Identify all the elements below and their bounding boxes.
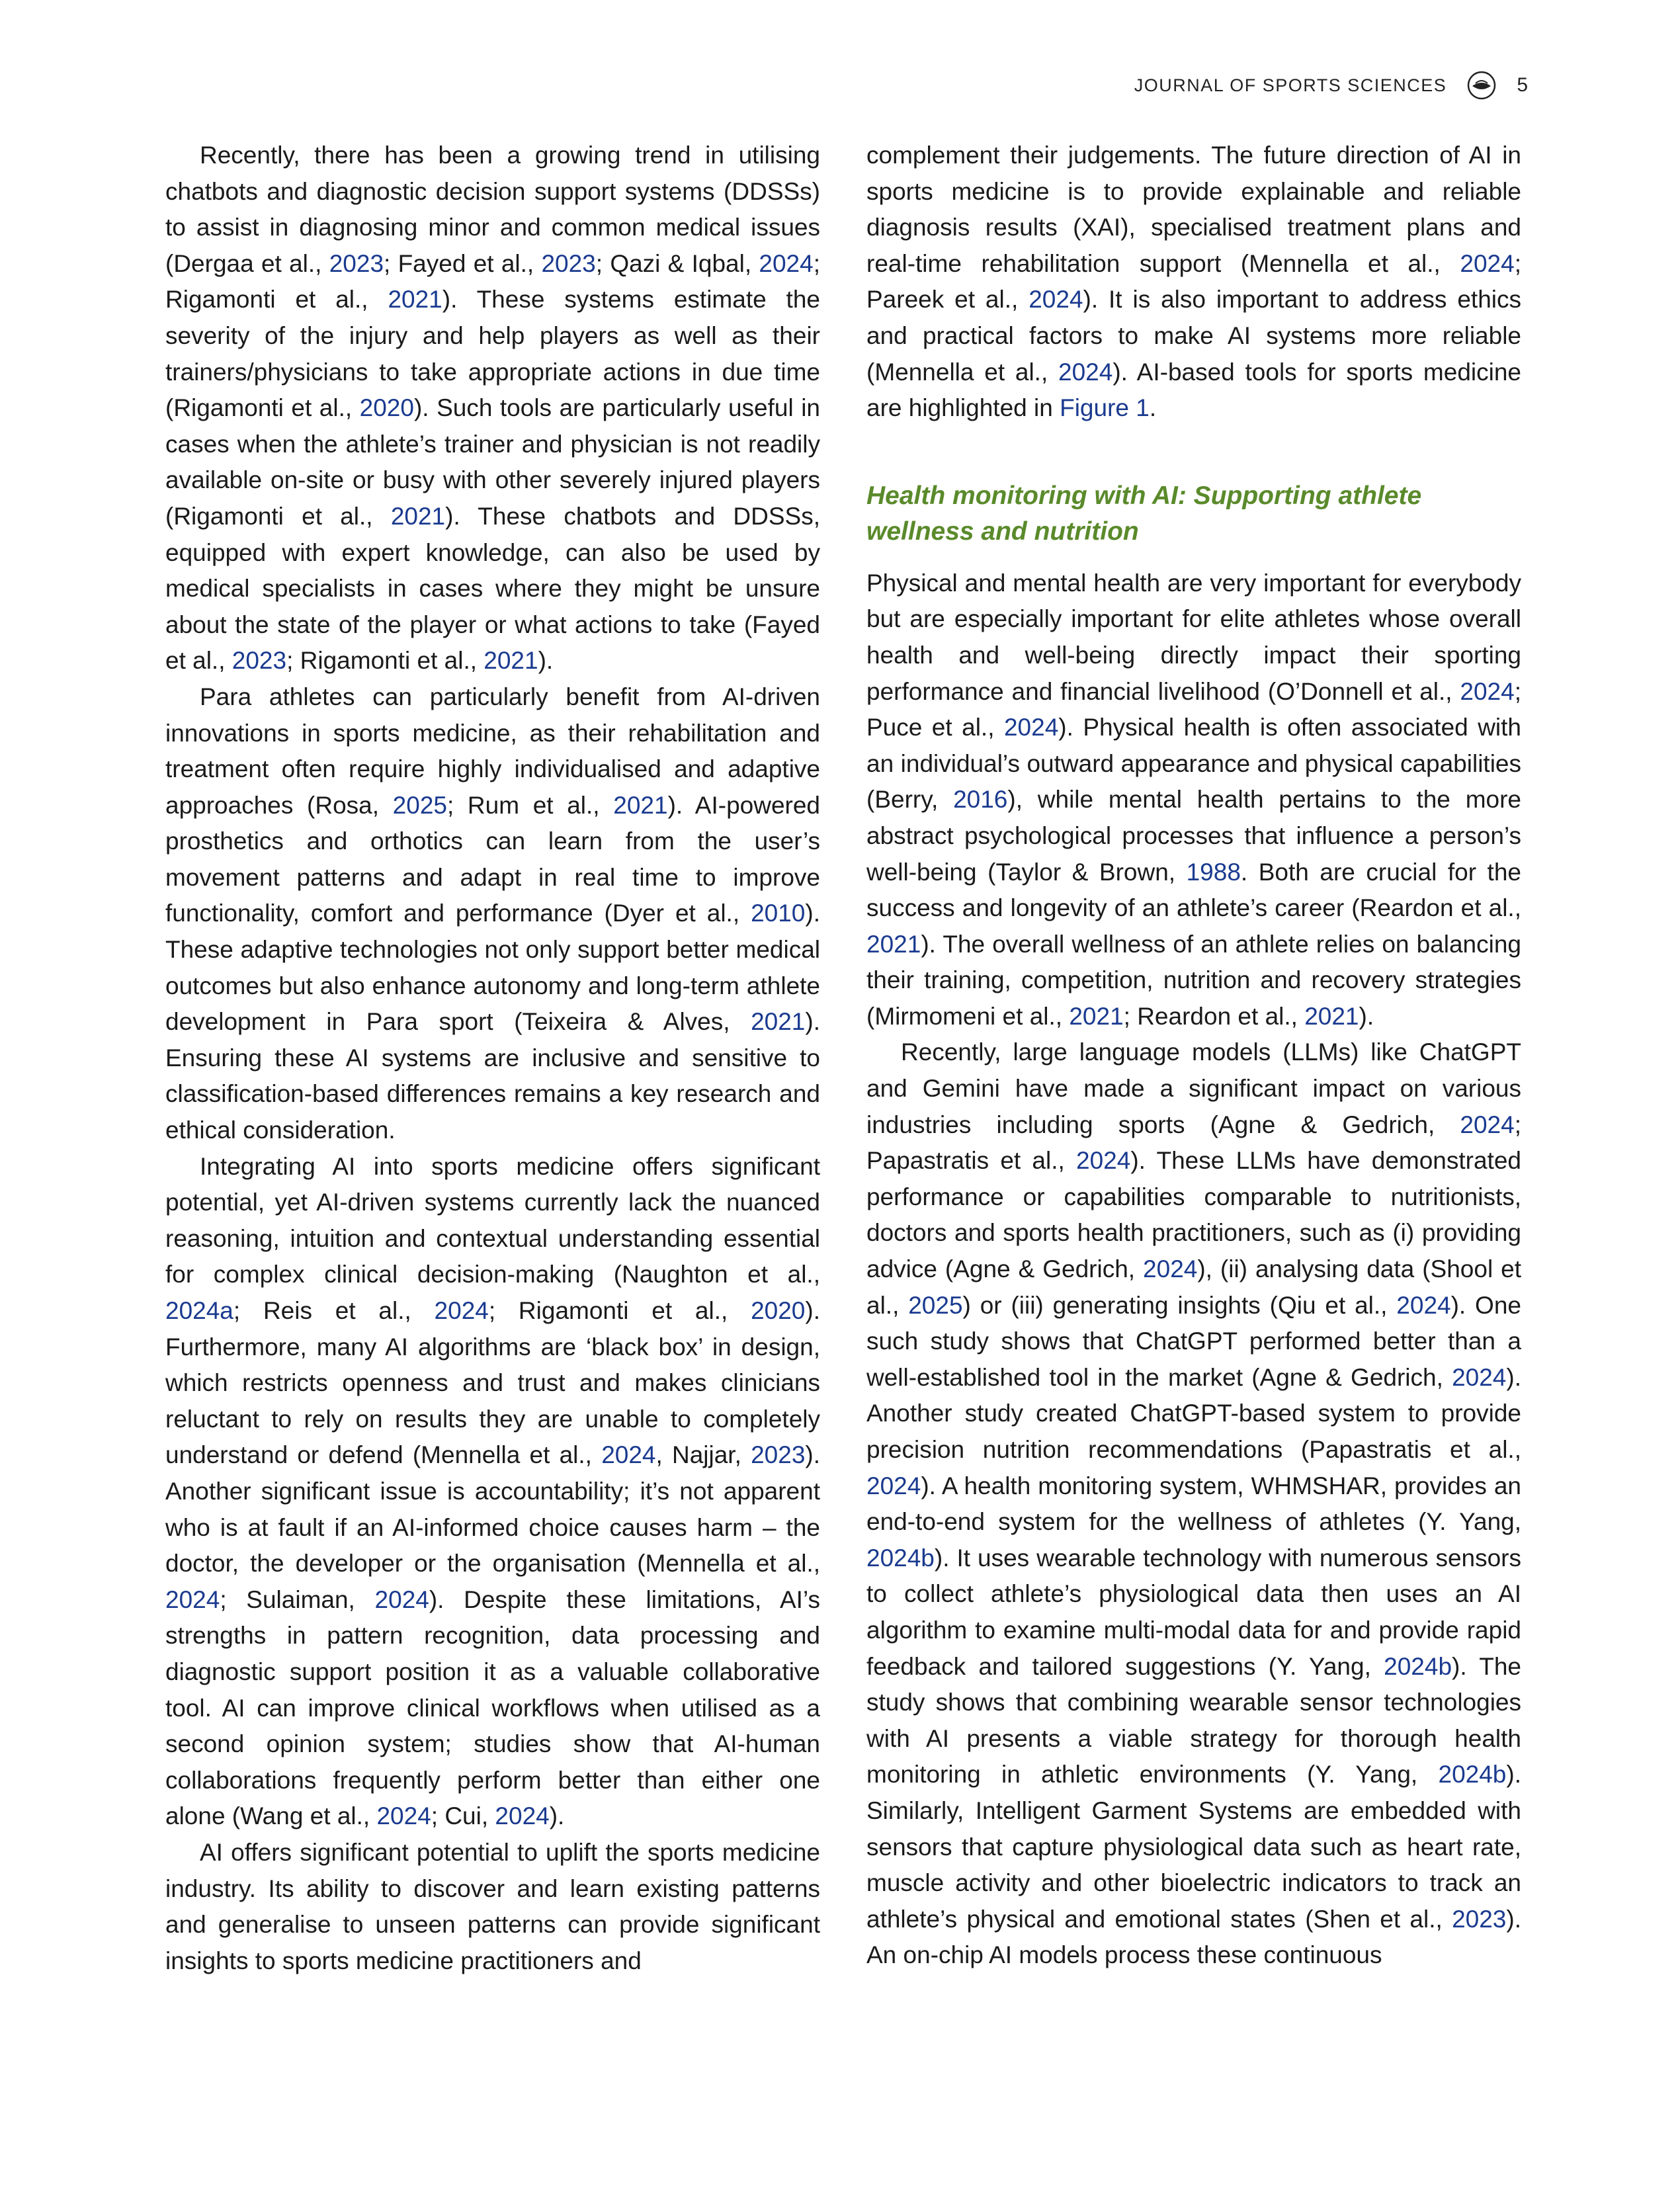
text-run: Recently, there has been a growing trend in utilising chatbots and diagnostic decision support systems (DDSSs) to assist in diagnosing minor and common medical issues (Dergaa et al.,	[165, 142, 820, 277]
text-run: ; Pareek et al.,	[866, 249, 1521, 314]
citation-link[interactable]: 2024b	[1438, 1761, 1507, 1788]
text-run: ) or (iii) generating insights (Qiu et al.,	[962, 1291, 1397, 1319]
citation-link[interactable]: 2016	[953, 786, 1008, 814]
citation-link[interactable]: 2024b	[1384, 1652, 1452, 1680]
text-run: Physical and mental health are very important for everybody but are especially important for elite athletes whose overall health and well-being directly impact their sporting performance and financial livelihood (O’Donnell et al.,	[866, 569, 1521, 705]
citation-link[interactable]: 2021	[613, 791, 668, 819]
citation-link[interactable]: 2020	[751, 1297, 806, 1324]
text-run: complement their judgements. The future direction of AI in sports medicine is to provide explainable and reliable diagnosis results (XAI), specialised treatment plans and real-time rehabilitation support (Mennella et al.,	[866, 142, 1521, 277]
text-run: ). Another significant issue is accountability; it’s not apparent who is at fault if an AI-informed choice causes harm – the doctor, the developer or the organisation (Mennella et al.,	[165, 1441, 821, 1578]
citation-link[interactable]: 2023	[329, 249, 384, 277]
text-run: ). AI-based tools for sports medicine are highlighted in	[866, 358, 1522, 422]
text-run: ; Sulaiman,	[220, 1585, 375, 1613]
text-run: ; Reis et al.,	[233, 1297, 435, 1324]
text-run: ). Despite these limitations, AI’s strengths in pattern recognition, data processing and diagnostic support position it as a valuable collaborative tool. AI can improve clinical workflows when utilised as a second opinion system; studies show that AI-human collaborations frequently perform better than either one alone (Wang et al.,	[165, 1585, 820, 1830]
text-run: ; Rum et al.,	[446, 791, 614, 819]
text-run: ). Another study created ChatGPT-based system to provide precision nutrition recommendations (Papastratis et al.,	[866, 1363, 1521, 1463]
citation-link[interactable]: 2024b	[866, 1544, 935, 1572]
paragraph	[165, 1149, 820, 1835]
citation-link[interactable]: 2024	[374, 1585, 429, 1613]
left-column	[165, 138, 820, 1979]
text-run: ). Ensuring these AI systems are inclusive and sensitive to classification-based differences remains a key research and ethical consideration.	[165, 1008, 820, 1144]
text-run: ; Cui,	[431, 1802, 495, 1830]
text-run: Para athletes can particularly benefit from AI-driven innovations in sports medicine, as their rehabilitation and treatment often require highly individualised and adaptive approaches (Rosa,	[165, 683, 820, 819]
citation-link[interactable]: 2025	[392, 791, 447, 819]
citation-link[interactable]: 2024	[866, 1472, 921, 1499]
citation-link[interactable]: 2023	[541, 249, 596, 277]
text-run: ). It uses wearable technology with numerous sensors to collect athlete’s physiological data then uses an AI algorithm to examine multi-modal data for and provide rapid feedback and tailored suggestions (Y. Yang,	[866, 1544, 1521, 1680]
citation-link[interactable]: 2024	[1460, 1111, 1515, 1138]
figure-link[interactable]: Figure 1	[1060, 394, 1150, 422]
paragraph	[866, 1034, 1521, 1973]
text-run: ). It is also important to address ethics and practical factors to make AI systems more reliable (Mennella et al.,	[866, 286, 1522, 386]
text-run: ).	[538, 647, 554, 675]
citation-link[interactable]: 2025	[908, 1291, 963, 1319]
citation-link[interactable]: 2020	[359, 394, 414, 422]
text-run: ). AI-powered prosthetics and orthotics can learn from the user’s movement patterns and adapt in real time to improve functionality, comfort and performance (Dyer et al.,	[165, 791, 820, 927]
paragraph	[165, 138, 820, 679]
citation-link[interactable]: 2021	[483, 647, 538, 675]
paragraph	[866, 566, 1521, 1035]
citation-link[interactable]: 2024	[1143, 1255, 1198, 1283]
text-run: , Najjar,	[655, 1441, 751, 1469]
citation-link[interactable]: 2024	[165, 1585, 220, 1613]
right-column	[866, 138, 1521, 1974]
citation-link[interactable]: 2024	[1029, 286, 1083, 314]
text-run: AI offers significant potential to uplift the sports medicine industry. Its ability to discover and learn existing patterns and generalise to unseen patterns can provide significant insights to sports medicine practitioners and	[165, 1838, 820, 1974]
text-run: ). A health monitoring system, WHMSHAR, provides an end-to-end system for the wellness of athletes (Y. Yang,	[866, 1472, 1521, 1536]
text-run: ). The overall wellness of an athlete relies on balancing their training, competition, nutrition and recovery strategies (Mirmomeni et al.,	[866, 930, 1521, 1030]
text-run: ). Physical health is often associated with an individual’s outward appearance and physical capabilities (Berry,	[866, 714, 1521, 814]
citation-link[interactable]: 2024a	[165, 1297, 233, 1324]
text-run: ), (ii) analysing data (Shool et al.,	[866, 1255, 1521, 1319]
text-run: ), while mental health pertains to the more abstract psychological processes that influence a person’s well-being (Taylor & Brown,	[866, 786, 1521, 886]
text-run: ). These adaptive technologies not only support better medical outcomes but also enhance autonomy and long-term athlete development in Para sport (Teixeira & Alves,	[165, 900, 820, 1036]
text-run: ). An on-chip AI models process these continuous	[866, 1905, 1521, 1969]
citation-link[interactable]: 1988	[1186, 858, 1241, 886]
citation-link[interactable]: 2024	[1396, 1291, 1451, 1319]
paragraph	[165, 1835, 820, 1979]
text-run: ). Such tools are particularly useful in cases when the athlete’s trainer and physician is not readily available on-site or busy with other severely injured players (Rigamonti et al.,	[165, 394, 820, 530]
text-run: ; Reardon et al.,	[1123, 1002, 1305, 1030]
text-run: .	[1149, 394, 1157, 422]
text-run: ; Rigamonti et al.,	[165, 249, 820, 314]
running-head	[1134, 70, 1528, 101]
citation-link[interactable]: 2024	[376, 1802, 431, 1830]
text-run: Integrating AI into sports medicine offers significant potential, yet AI-driven systems currently lack the nuanced reasoning, intuition and contextual understanding essential for complex clinical decision-making (Naughton et al.,	[165, 1152, 820, 1288]
text-run: ). These systems estimate the severity of the injury and help players as well as their trainers/physicians to take appropriate actions in due time (Rigamonti et al.,	[165, 286, 820, 422]
citation-link[interactable]: 2024	[1452, 1363, 1507, 1391]
citation-link[interactable]: 2021	[1069, 1002, 1124, 1030]
citation-link[interactable]: 2021	[751, 1008, 806, 1036]
text-run: ). One such study shows that ChatGPT performed better than a well-established tool in the market (Agne & Gedrich,	[866, 1291, 1521, 1391]
citation-link[interactable]: 2023	[231, 647, 287, 675]
text-run: ).	[549, 1802, 565, 1830]
text-run: ; Rigamonti et al.,	[488, 1297, 751, 1324]
citation-link[interactable]: 2021	[1304, 1002, 1359, 1030]
citation-link[interactable]: 2024	[1460, 677, 1515, 705]
text-run: . Both are crucial for the success and longevity of an athlete’s career (Reardon et al.,	[866, 858, 1521, 922]
citation-link[interactable]: 2021	[866, 930, 921, 958]
citation-link[interactable]: 2010	[751, 900, 806, 927]
citation-link[interactable]: 2023	[751, 1441, 806, 1469]
text-run: ). Similarly, Intelligent Garment Systems are embedded with sensors that capture physiological data such as heart rate, muscle activity and other bioelectric indicators to track an athlete’s physical and emotional states (Shen et al.,	[866, 1761, 1521, 1933]
text-run: ; Rigamonti et al.,	[286, 647, 484, 675]
journal-name: JOURNAL OF SPORTS SCIENCES	[1134, 75, 1447, 95]
citation-link[interactable]: 2024	[1460, 249, 1515, 277]
journal-logo-icon	[1466, 70, 1497, 101]
citation-link[interactable]: 2024	[601, 1441, 656, 1469]
citation-link[interactable]: 2024	[495, 1802, 550, 1830]
citation-link[interactable]: 2021	[390, 502, 446, 530]
citation-link[interactable]: 2024	[1058, 358, 1113, 386]
text-run: ). These chatbots and DDSSs, equipped with expert knowledge, can also be used by medical specialists in cases where they might be unsure about the state of the player or what actions to take (Fayed et al.,	[165, 502, 820, 675]
text-run: ; Papastratis et al.,	[866, 1111, 1521, 1175]
section-heading: Health monitoring with AI: Supporting athlete wellness and nutrition	[866, 481, 1422, 546]
citation-link[interactable]: 2024	[1076, 1147, 1131, 1175]
paragraph	[165, 679, 820, 1149]
text-run: ).	[1359, 1002, 1374, 1030]
text-run: ; Qazi & Iqbal,	[595, 249, 759, 277]
citation-link[interactable]: 2024	[1003, 714, 1059, 741]
page-number: 5	[1517, 74, 1528, 96]
citation-link[interactable]: 2021	[388, 286, 442, 314]
text-run: ; Puce et al.,	[866, 677, 1521, 741]
text-run: Recently, large language models (LLMs) like ChatGPT and Gemini have made a significant impact on various industries including sports (Agne & Gedrich,	[866, 1038, 1521, 1138]
citation-link[interactable]: 2024	[434, 1297, 489, 1324]
text-run: ). The study shows that combining wearable sensor technologies with AI presents a viable strategy for thorough health monitoring in athletic environments (Y. Yang,	[866, 1652, 1522, 1788]
citation-link[interactable]: 2024	[759, 249, 814, 277]
text-run: ). These LLMs have demonstrated performance or capabilities comparable to nutritionists, doctors and sports health practitioners, such as (i) providing advice (Agne & Gedrich,	[866, 1147, 1521, 1283]
citation-link[interactable]: 2023	[1452, 1905, 1507, 1933]
text-run: ; Fayed et al.,	[384, 249, 542, 277]
text-run: ). Furthermore, many AI algorithms are ‘black box’ in design, which restricts openness and trust and makes clinicians reluctant to rely on results they are unable to completely understand or defend (Mennella et al.,	[165, 1297, 820, 1469]
paragraph	[866, 138, 1521, 427]
